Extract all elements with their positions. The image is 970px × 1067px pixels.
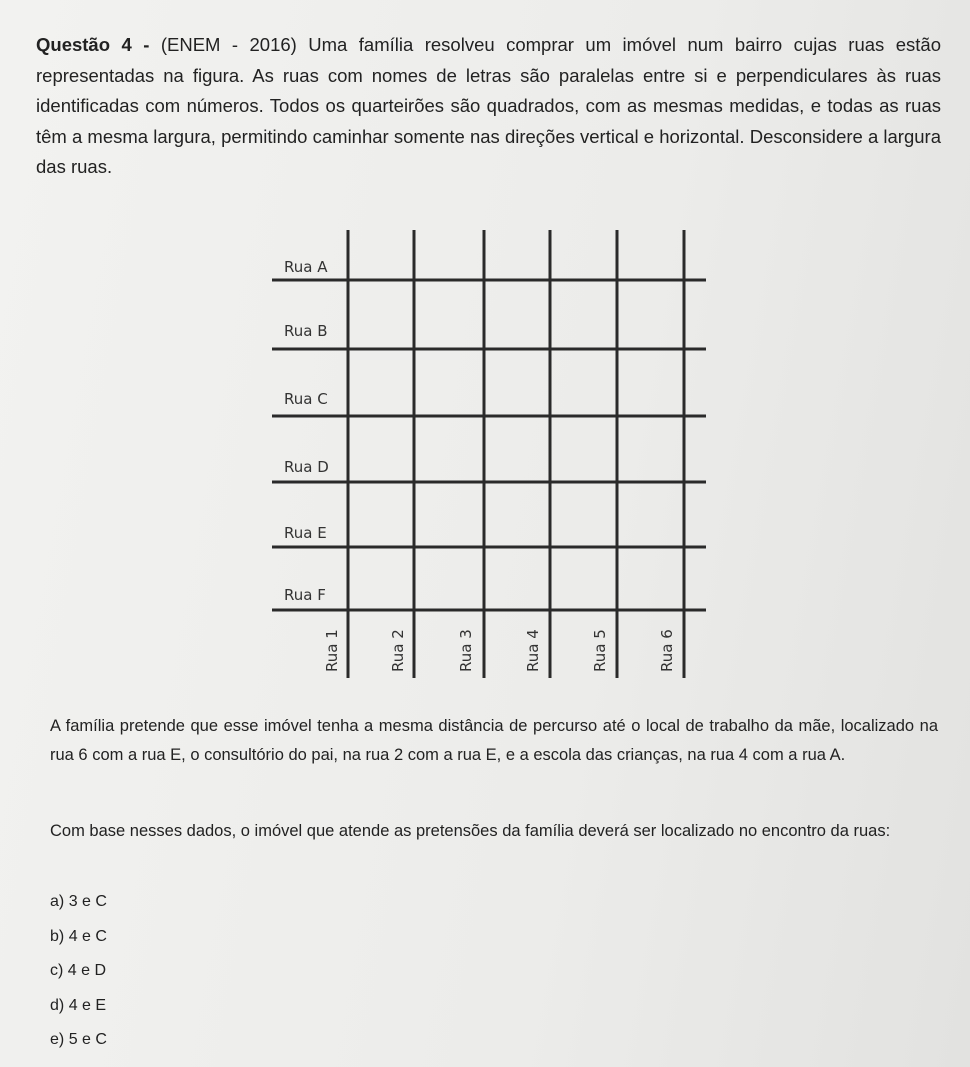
question-text: (ENEM - 2016) Uma família resolveu comprar um imóvel num bairro cujas ruas estão representadas na figura. As ruas com nomes de letras são paralelas entre si e perpendiculares às ruas identificadas com números. Todos os quarteirões são quadrados, com as mesmas medidas, e todas as ruas têm a mesma largura, permitindo caminhar somente nas direções vertical e horizontal. Desconsidere a largura das ruas. — [36, 34, 941, 177]
option-letter: c) — [50, 962, 64, 979]
label-rua-a: Rua A — [284, 258, 328, 276]
option-text: 3 e C — [68, 893, 107, 910]
option-text: 5 e C — [68, 1031, 107, 1048]
option-a[interactable] — [50, 885, 107, 920]
option-d[interactable] — [50, 989, 107, 1024]
label-rua-2: Rua 2 — [389, 629, 407, 672]
option-text: 4 e E — [68, 996, 107, 1014]
label-rua-c: Rua C — [284, 390, 328, 408]
label-rua-e: Rua E — [284, 524, 327, 542]
label-rua-4: Rua 4 — [524, 629, 542, 672]
label-rua-1: Rua 1 — [323, 629, 341, 672]
label-rua-3: Rua 3 — [457, 629, 475, 672]
option-letter: d) — [50, 996, 65, 1014]
option-e[interactable] — [50, 1023, 107, 1058]
option-c[interactable] — [50, 954, 107, 989]
label-rua-5: Rua 5 — [591, 629, 609, 672]
label-rua-f: Rua F — [284, 586, 326, 604]
option-letter: a) — [50, 893, 65, 910]
label-rua-6: Rua 6 — [658, 629, 676, 672]
option-text: 4 e C — [68, 927, 107, 945]
question-statement — [36, 30, 941, 183]
street-grid-figure — [262, 226, 722, 686]
street-grid-svg — [262, 226, 722, 686]
option-letter: b) — [50, 927, 65, 945]
question-title: Questão 4 - — [36, 34, 150, 55]
question-prompt: Com base nesses dados, o imóvel que atende as pretensões da família deverá ser localizado no encontro da ruas: — [50, 822, 891, 840]
answer-options — [50, 885, 107, 1058]
label-rua-d: Rua D — [284, 458, 329, 476]
option-b[interactable] — [50, 920, 107, 955]
destinations-paragraph: A família pretende que esse imóvel tenha a mesma distância de percurso até o local de trabalho da mãe, localizado na rua 6 com a rua E, o consultório do pai, na rua 2 com a rua E, e a escola das crianças, na rua 4 com a rua A. — [50, 717, 938, 764]
option-letter: e) — [50, 1031, 65, 1048]
label-rua-b: Rua B — [284, 322, 328, 340]
option-text: 4 e D — [67, 962, 107, 979]
